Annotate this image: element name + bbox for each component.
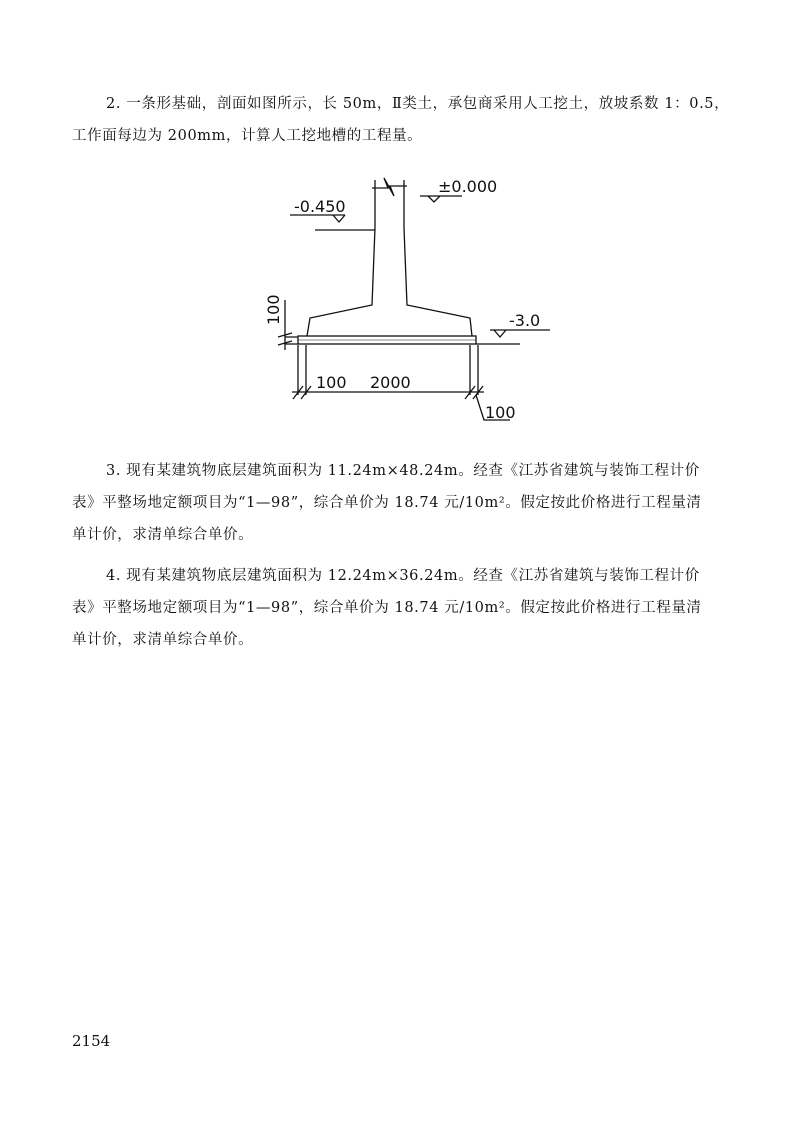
problem-4 bbox=[72, 560, 742, 656]
problem-3-line-1: 3. 现有某建筑物底层建筑面积为 11.24m×48.24m。经查《江苏省建筑与装饰工程计价 bbox=[106, 463, 700, 479]
problem-4-line-2: 表》平整场地定额项目为“1—98”，综合单价为 18.74 元/10m²。假定按此价格进行工程量清 bbox=[72, 600, 702, 616]
problem-4-line-3: 单计价，求清单综合单价。 bbox=[72, 632, 254, 648]
label-minus-3: -3.0 bbox=[509, 311, 541, 330]
label-ground-level: ±0.000 bbox=[438, 177, 498, 196]
wall-break-line bbox=[372, 178, 407, 196]
problem-2-line-2: 工作面每边为 200mm，计算人工挖地槽的工程量。 bbox=[72, 128, 423, 144]
label-minus-0450: -0.450 bbox=[294, 197, 346, 216]
foundation-section-figure bbox=[260, 165, 580, 435]
label-dim-right: 100 bbox=[485, 403, 516, 422]
minus-0450-marker bbox=[290, 215, 375, 230]
minus-3-marker bbox=[476, 330, 550, 344]
ground-level-marker bbox=[420, 196, 462, 202]
label-dim-height: 100 bbox=[264, 294, 283, 325]
problem-3-line-2: 表》平整场地定额项目为“1—98”，综合单价为 18.74 元/10m²。假定按此价格进行工程量清 bbox=[72, 495, 702, 511]
problem-2 bbox=[72, 88, 742, 152]
problem-3-line-3: 单计价，求清单综合单价。 bbox=[72, 527, 254, 543]
label-dim-width: 2000 bbox=[370, 373, 411, 392]
problem-3 bbox=[72, 455, 742, 551]
page-number: 2154 bbox=[72, 1032, 111, 1050]
label-dim-left: 100 bbox=[316, 373, 347, 392]
problem-4-line-1: 4. 现有某建筑物底层建筑面积为 12.24m×36.24m。经查《江苏省建筑与装饰工程计价 bbox=[106, 568, 700, 584]
problem-2-line-1: 2. 一条形基础，剖面如图所示，长 50m，Ⅱ类土，承包商采用人工挖土，放坡系数 1：0.5， bbox=[106, 96, 730, 112]
